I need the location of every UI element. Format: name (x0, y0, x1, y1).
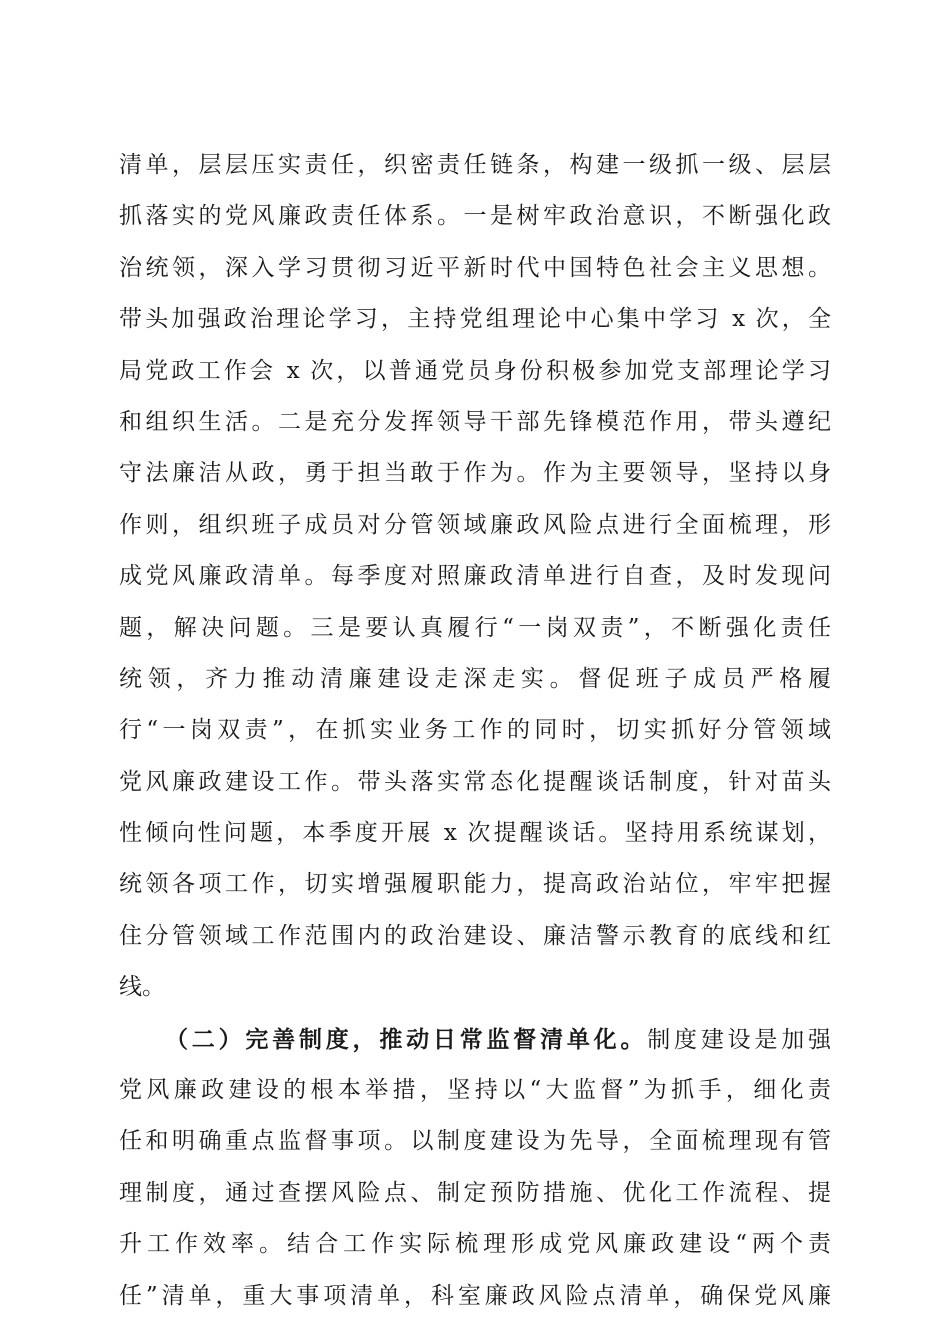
text-line: 任”清单，重大事项清单，科室廉政风险点清单，确保党风廉 (119, 1282, 831, 1309)
text-line: 作则，组织班子成员对分管领域廉政风险点进行全面梳理，形 (119, 511, 831, 538)
text-line: 党风廉政建设工作。带头落实常态化提醒谈话制度，针对苗头 (119, 768, 831, 795)
text-line: 性倾向性问题，本季度开展 x 次提醒谈话。坚持用系统谋划， (119, 820, 831, 847)
text-line: 带头加强政治理论学习，主持党组理论中心集中学习 x 次，全 (119, 306, 831, 333)
paragraph-2-first-line (119, 1014, 831, 1065)
text-line: 任和明确重点监督事项。以制度建设为先导，全面梳理现有管 (119, 1128, 831, 1155)
text-line: 和组织生活。二是充分发挥领导干部先锋模范作用，带头遵纪 (119, 408, 831, 435)
text-line: 统领各项工作，切实增强履职能力，提高政治站位，牢牢把握 (119, 871, 831, 898)
text-line: 局党政工作会 x 次，以普通党员身份积极参加党支部理论学习 (119, 357, 831, 384)
text-line: 题，解决问题。三是要认真履行“一岗双责”，不断强化责任 (119, 614, 831, 641)
section-heading: （二）完善制度，推动日常监督清单化。 (165, 1025, 648, 1053)
body-text (119, 140, 831, 1322)
text-line: 守法廉洁从政，勇于担当敢于作为。作为主要领导，坚持以身 (119, 460, 831, 487)
text-line: 升工作效率。结合工作实际梳理形成党风廉政建设“两个责 (119, 1231, 831, 1258)
text-line: 住分管领域工作范围内的政治建设、廉洁警示教育的底线和红 (119, 922, 831, 949)
text-line: 成党风廉政清单。每季度对照廉政清单进行自查，及时发现问 (119, 563, 831, 590)
text-line: 清单，层层压实责任，织密责任链条，构建一级抓一级、层层 (119, 152, 831, 178)
text-line: 行“一岗双责”，在抓实业务工作的同时，切实抓好分管领域 (119, 717, 831, 744)
text-line: 统领，齐力推动清廉建设走深走实。督促班子成员严格履 (119, 665, 831, 692)
text-line: 线。 (119, 974, 165, 1001)
text-line: 治统领，深入学习贯彻习近平新时代中国特色社会主义思想。 (119, 254, 831, 281)
paragraph-2 (119, 1014, 831, 1322)
text-line: 抓落实的党风廉政责任体系。一是树牢政治意识，不断强化政 (119, 203, 831, 230)
text-span: 制度建设是加强 (647, 1026, 831, 1053)
text-line: 党风廉政建设的根本举措，坚持以“大监督”为抓手，细化责 (119, 1077, 831, 1104)
paragraph-1 (119, 140, 831, 1014)
text-line: 理制度，通过查摆风险点、制定预防措施、优化工作流程、提 (119, 1179, 831, 1206)
